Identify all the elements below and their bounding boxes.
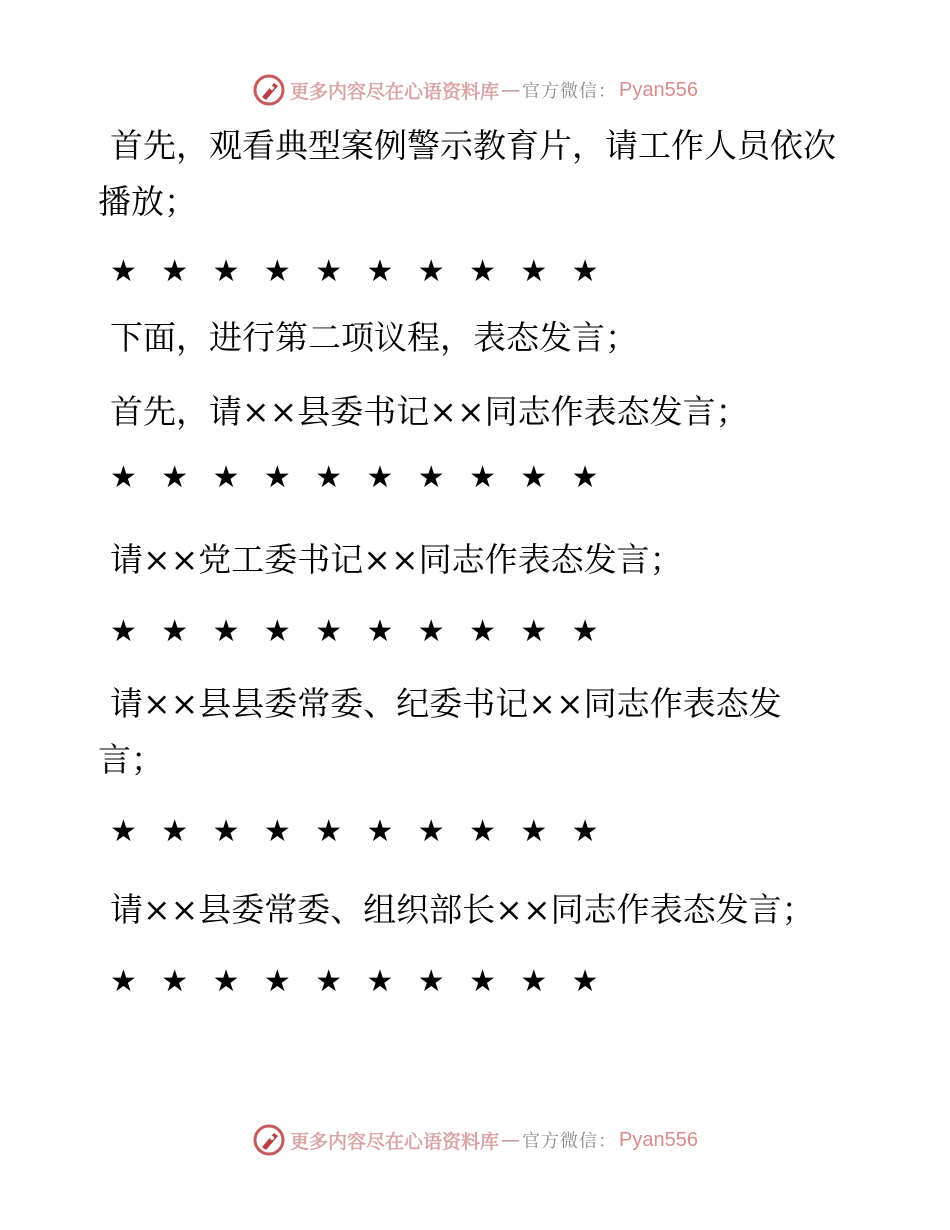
banner-dash: — (501, 79, 521, 101)
paragraph-discipline-secretary: 请××县县委常委、纪委书记××同志作表态发言； (98, 684, 782, 779)
star-icon: ★ (212, 614, 240, 649)
star-icon: ★ (571, 460, 599, 495)
star-icon: ★ (263, 254, 291, 289)
star-icon: ★ (315, 254, 343, 289)
paragraph-party-work-secretary: 请××党工委书记××同志作表态发言； (110, 540, 683, 579)
star-icon: ★ (161, 814, 189, 849)
star-icon: ★ (469, 614, 496, 649)
star-icon: ★ (417, 814, 445, 849)
star-icon: ★ (469, 814, 496, 849)
star-icon: ★ (263, 460, 291, 495)
star-icon: ★ (520, 254, 548, 289)
footer-banner (0, 1120, 950, 1160)
star-icon: ★ (520, 614, 548, 649)
star-icon: ★ (110, 964, 137, 999)
star-icon: ★ (315, 614, 343, 649)
star-icon: ★ (417, 964, 445, 999)
star-icon: ★ (212, 964, 240, 999)
star-icon: ★ (571, 964, 599, 999)
star-icon: ★ (469, 964, 496, 999)
banner-wechat-id: Pyan556 (619, 1128, 698, 1151)
star-icon: ★ (212, 254, 240, 289)
star-icon: ★ (161, 614, 189, 649)
star-icon: ★ (315, 964, 343, 999)
star-icon: ★ (110, 614, 137, 649)
star-icon: ★ (520, 814, 548, 849)
banner-wechat-id: Pyan556 (619, 78, 698, 101)
banner-wechat-label: 官方微信： (522, 81, 618, 102)
banner-wechat-label: 官方微信： (522, 1131, 618, 1152)
banner-dash: — (501, 1129, 521, 1151)
star-icon: ★ (417, 460, 445, 495)
star-icon: ★ (366, 254, 394, 289)
paragraph-organization-head: 请××县委常委、组织部长××同志作表态发言； (110, 890, 815, 929)
pen-nib-logo-icon (252, 73, 286, 107)
star-divider (98, 252, 838, 292)
star-divider (98, 612, 838, 652)
document-body (98, 118, 838, 1002)
star-icon: ★ (571, 254, 599, 289)
star-icon: ★ (469, 460, 496, 495)
header-banner (0, 70, 950, 110)
star-icon: ★ (212, 460, 240, 495)
star-icon: ★ (161, 964, 189, 999)
star-icon: ★ (417, 254, 445, 289)
star-icon: ★ (417, 614, 445, 649)
star-icon: ★ (263, 964, 291, 999)
star-icon: ★ (469, 254, 496, 289)
star-icon: ★ (263, 614, 291, 649)
star-icon: ★ (161, 254, 189, 289)
star-icon: ★ (110, 814, 137, 849)
star-icon: ★ (161, 460, 189, 495)
star-icon: ★ (263, 814, 291, 849)
star-icon: ★ (366, 614, 394, 649)
paragraph-play-video: 首先，观看典型案例警示教育片，请工作人员依次播放； (98, 126, 836, 221)
star-divider (98, 458, 838, 498)
star-icon: ★ (520, 460, 548, 495)
banner-site-text: 更多内容尽在心语资料库 (290, 80, 500, 103)
star-icon: ★ (520, 964, 548, 999)
star-icon: ★ (110, 460, 137, 495)
star-icon: ★ (212, 814, 240, 849)
paragraph-agenda-two: 下面，进行第二项议程，表态发言； (110, 318, 638, 357)
pen-nib-logo-icon (252, 1123, 286, 1157)
star-icon: ★ (110, 254, 137, 289)
star-icon: ★ (366, 964, 394, 999)
banner-site-text: 更多内容尽在心语资料库 (290, 1130, 500, 1153)
star-icon: ★ (315, 460, 343, 495)
paragraph-county-secretary: 首先，请××县委书记××同志作表态发言； (110, 392, 749, 431)
star-icon: ★ (366, 814, 394, 849)
star-divider (98, 962, 838, 1002)
star-icon: ★ (571, 614, 599, 649)
star-divider (98, 812, 838, 852)
star-icon: ★ (315, 814, 343, 849)
star-icon: ★ (366, 460, 394, 495)
star-icon: ★ (571, 814, 599, 849)
